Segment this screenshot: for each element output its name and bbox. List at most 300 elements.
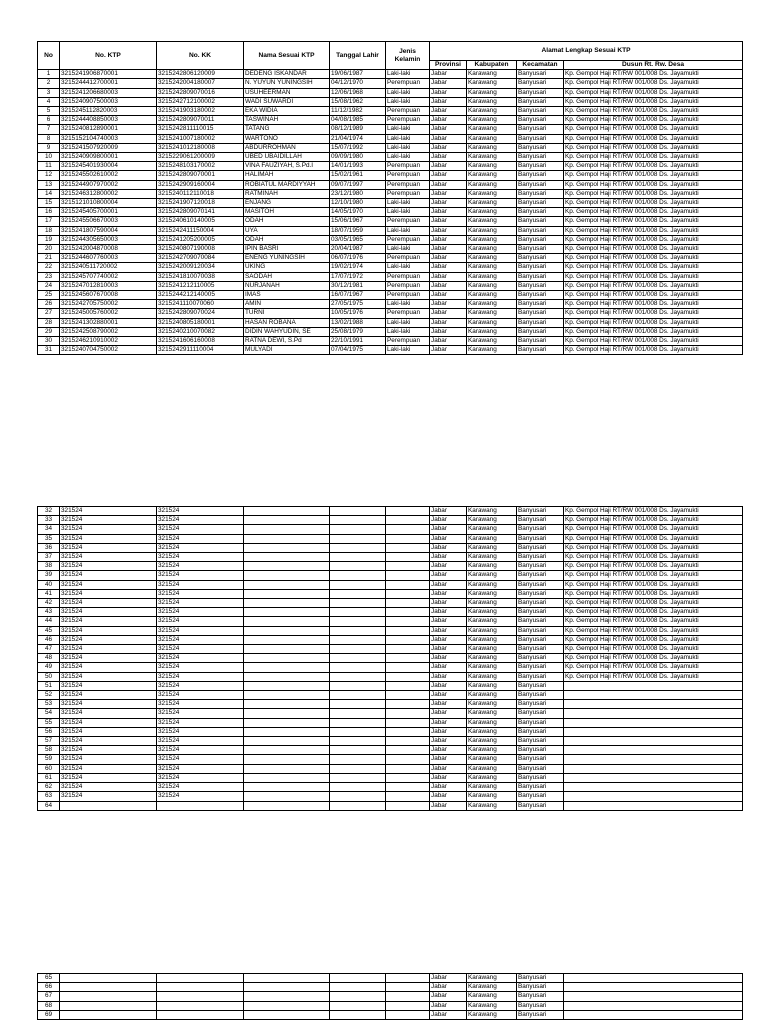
cell-kecamatan: Banyusari bbox=[517, 709, 564, 718]
table-row bbox=[38, 626, 743, 635]
cell-no: 24 bbox=[38, 281, 60, 290]
cell-dusun bbox=[564, 1010, 743, 1019]
cell-no-ktp: 3215244412700001 bbox=[60, 79, 157, 88]
cell-tanggal-lahir: 14/01/1993 bbox=[330, 162, 386, 171]
cell-kabupaten: Karawang bbox=[467, 272, 517, 281]
cell-kecamatan: Banyusari bbox=[517, 79, 564, 88]
cell-no-ktp: 321524 bbox=[60, 543, 157, 552]
cell-no-kk: 3215248103170002 bbox=[157, 162, 244, 171]
cell-jenis-kelamin: Perempuan bbox=[386, 107, 430, 116]
cell-kecamatan: Banyusari bbox=[517, 327, 564, 336]
cell-nama bbox=[244, 792, 330, 801]
cell-no: 55 bbox=[38, 718, 60, 727]
cell-tanggal-lahir: 09/09/1980 bbox=[330, 153, 386, 162]
cell-dusun: Kp. Gempol Haji RT/RW 001/008 Ds. Jayamukti bbox=[564, 507, 743, 516]
cell-nama: UYA bbox=[244, 226, 330, 235]
cell-provinsi: Jabar bbox=[430, 663, 467, 672]
cell-dusun: Kp. Gempol Haji RT/RW 001/008 Ds. Jayamukti bbox=[564, 189, 743, 198]
cell-dusun: Kp. Gempol Haji RT/RW 001/008 Ds. Jayamukti bbox=[564, 254, 743, 263]
cell-no-ktp: 3215240511720002 bbox=[60, 263, 157, 272]
cell-jenis-kelamin bbox=[386, 691, 430, 700]
cell-nama: TURNI bbox=[244, 309, 330, 318]
cell-no: 20 bbox=[38, 245, 60, 254]
cell-no-kk: 3215241012180008 bbox=[157, 143, 244, 152]
cell-kabupaten: Karawang bbox=[467, 983, 517, 992]
cell-provinsi: Jabar bbox=[430, 974, 467, 983]
cell-no: 62 bbox=[38, 783, 60, 792]
cell-dusun: Kp. Gempol Haji RT/RW 001/008 Ds. Jayamukti bbox=[564, 116, 743, 125]
cell-no: 66 bbox=[38, 983, 60, 992]
cell-no: 68 bbox=[38, 1001, 60, 1010]
cell-dusun: Kp. Gempol Haji RT/RW 001/008 Ds. Jayamukti bbox=[564, 318, 743, 327]
cell-no-ktp: 321524 bbox=[60, 562, 157, 571]
cell-tanggal-lahir bbox=[330, 543, 386, 552]
cell-provinsi: Jabar bbox=[430, 507, 467, 516]
penduduk-table-1 bbox=[37, 41, 743, 355]
cell-tanggal-lahir bbox=[330, 983, 386, 992]
cell-no: 45 bbox=[38, 626, 60, 635]
cell-nama bbox=[244, 525, 330, 534]
cell-no-kk: 3215242411150004 bbox=[157, 226, 244, 235]
cell-kabupaten: Karawang bbox=[467, 318, 517, 327]
cell-provinsi: Jabar bbox=[430, 245, 467, 254]
cell-dusun: Kp. Gempol Haji RT/RW 001/008 Ds. Jayamukti bbox=[564, 663, 743, 672]
cell-kecamatan: Banyusari bbox=[517, 291, 564, 300]
table-row bbox=[38, 189, 743, 198]
table-row bbox=[38, 235, 743, 244]
cell-jenis-kelamin bbox=[386, 525, 430, 534]
cell-provinsi: Jabar bbox=[430, 318, 467, 327]
cell-provinsi: Jabar bbox=[430, 189, 467, 198]
cell-tanggal-lahir bbox=[330, 992, 386, 1001]
cell-jenis-kelamin bbox=[386, 507, 430, 516]
table-row bbox=[38, 217, 743, 226]
cell-no: 34 bbox=[38, 525, 60, 534]
cell-jenis-kelamin: Perempuan bbox=[386, 162, 430, 171]
table-row bbox=[38, 281, 743, 290]
cell-provinsi: Jabar bbox=[430, 635, 467, 644]
table-row bbox=[38, 1001, 743, 1010]
cell-kecamatan: Banyusari bbox=[517, 589, 564, 598]
cell-nama: VINA FAUZIYAH, S.Pd.I bbox=[244, 162, 330, 171]
cell-tanggal-lahir bbox=[330, 700, 386, 709]
cell-kabupaten: Karawang bbox=[467, 543, 517, 552]
cell-provinsi: Jabar bbox=[430, 88, 467, 97]
cell-no-ktp: 3215246210910002 bbox=[60, 337, 157, 346]
cell-provinsi: Jabar bbox=[430, 272, 467, 281]
cell-no: 49 bbox=[38, 663, 60, 672]
cell-nama: N. YUYUN YUNINGSIH bbox=[244, 79, 330, 88]
table-body-1 bbox=[38, 70, 743, 355]
cell-no-kk: 3215242909160004 bbox=[157, 180, 244, 189]
cell-jenis-kelamin: Perempuan bbox=[386, 79, 430, 88]
cell-jenis-kelamin: Laki-laki bbox=[386, 97, 430, 106]
cell-tanggal-lahir bbox=[330, 727, 386, 736]
cell-kabupaten: Karawang bbox=[467, 189, 517, 198]
table-row bbox=[38, 635, 743, 644]
cell-nama: TASWINAH bbox=[244, 116, 330, 125]
cell-no: 35 bbox=[38, 534, 60, 543]
cell-kecamatan: Banyusari bbox=[517, 300, 564, 309]
cell-no-ktp: 321524 bbox=[60, 516, 157, 525]
cell-no: 2 bbox=[38, 79, 60, 88]
cell-kabupaten: Karawang bbox=[467, 571, 517, 580]
cell-jenis-kelamin bbox=[386, 792, 430, 801]
cell-nama bbox=[244, 974, 330, 983]
cell-jenis-kelamin bbox=[386, 599, 430, 608]
cell-kecamatan: Banyusari bbox=[517, 171, 564, 180]
cell-provinsi: Jabar bbox=[430, 254, 467, 263]
cell-no-ktp: 321524 bbox=[60, 626, 157, 635]
cell-no: 57 bbox=[38, 737, 60, 746]
cell-tanggal-lahir: 12/10/1980 bbox=[330, 199, 386, 208]
cell-provinsi: Jabar bbox=[430, 792, 467, 801]
cell-nama: DIDIN WAHYUDIN, SE bbox=[244, 327, 330, 336]
cell-provinsi: Jabar bbox=[430, 171, 467, 180]
table-row bbox=[38, 645, 743, 654]
cell-tanggal-lahir bbox=[330, 1010, 386, 1019]
cell-kabupaten: Karawang bbox=[467, 217, 517, 226]
cell-jenis-kelamin bbox=[386, 635, 430, 644]
cell-no-kk: 321524 bbox=[157, 681, 244, 690]
cell-provinsi: Jabar bbox=[430, 571, 467, 580]
cell-provinsi: Jabar bbox=[430, 589, 467, 598]
cell-no-ktp: 3215244907970002 bbox=[60, 180, 157, 189]
table-row bbox=[38, 700, 743, 709]
cell-dusun: Kp. Gempol Haji RT/RW 001/008 Ds. Jayamukti bbox=[564, 672, 743, 681]
cell-kabupaten: Karawang bbox=[467, 263, 517, 272]
cell-dusun: Kp. Gempol Haji RT/RW 001/008 Ds. Jayamukti bbox=[564, 337, 743, 346]
cell-no: 23 bbox=[38, 272, 60, 281]
cell-nama: ROBIATUL MARDIYYAH bbox=[244, 180, 330, 189]
cell-kecamatan: Banyusari bbox=[517, 773, 564, 782]
cell-jenis-kelamin bbox=[386, 755, 430, 764]
cell-kecamatan: Banyusari bbox=[517, 608, 564, 617]
cell-no-kk: 3215242809070141 bbox=[157, 208, 244, 217]
cell-no-kk: 3215229061200009 bbox=[157, 153, 244, 162]
cell-no-ktp: 321524 bbox=[60, 727, 157, 736]
cell-no: 48 bbox=[38, 654, 60, 663]
cell-no-kk: 321524 bbox=[157, 589, 244, 598]
cell-nama: IMAS bbox=[244, 291, 330, 300]
cell-kecamatan: Banyusari bbox=[517, 254, 564, 263]
cell-no-kk: 3215242806120009 bbox=[157, 70, 244, 79]
cell-kecamatan: Banyusari bbox=[517, 208, 564, 217]
cell-provinsi: Jabar bbox=[430, 709, 467, 718]
cell-provinsi: Jabar bbox=[430, 681, 467, 690]
cell-no-kk: 3215242811110015 bbox=[157, 125, 244, 134]
cell-no-kk: 321524 bbox=[157, 654, 244, 663]
cell-tanggal-lahir: 16/07/1967 bbox=[330, 291, 386, 300]
cell-no: 40 bbox=[38, 580, 60, 589]
cell-nama: RATNA DEWI, S.Pd bbox=[244, 337, 330, 346]
cell-kecamatan: Banyusari bbox=[517, 1001, 564, 1010]
cell-no: 10 bbox=[38, 153, 60, 162]
penduduk-table-2 bbox=[37, 506, 743, 811]
cell-jenis-kelamin: Perempuan bbox=[386, 180, 430, 189]
cell-no-ktp: 3215152104740003 bbox=[60, 134, 157, 143]
cell-nama bbox=[244, 783, 330, 792]
cell-no: 7 bbox=[38, 125, 60, 134]
cell-provinsi: Jabar bbox=[430, 626, 467, 635]
cell-no: 4 bbox=[38, 97, 60, 106]
cell-kabupaten: Karawang bbox=[467, 143, 517, 152]
cell-jenis-kelamin: Laki-laki bbox=[386, 143, 430, 152]
cell-no: 9 bbox=[38, 143, 60, 152]
cell-dusun: Kp. Gempol Haji RT/RW 001/008 Ds. Jayamukti bbox=[564, 70, 743, 79]
header-nama: Nama Sesuai KTP bbox=[244, 42, 330, 70]
cell-kabupaten: Karawang bbox=[467, 746, 517, 755]
cell-kabupaten: Karawang bbox=[467, 783, 517, 792]
cell-kabupaten: Karawang bbox=[467, 654, 517, 663]
cell-kabupaten: Karawang bbox=[467, 291, 517, 300]
cell-nama bbox=[244, 672, 330, 681]
cell-jenis-kelamin bbox=[386, 727, 430, 736]
cell-tanggal-lahir: 27/05/1975 bbox=[330, 300, 386, 309]
cell-tanggal-lahir: 15/07/1992 bbox=[330, 143, 386, 152]
cell-tanggal-lahir: 18/07/1959 bbox=[330, 226, 386, 235]
cell-kabupaten: Karawang bbox=[467, 199, 517, 208]
cell-provinsi: Jabar bbox=[430, 70, 467, 79]
cell-no-ktp: 3215244607760003 bbox=[60, 254, 157, 263]
cell-nama: WARTONO bbox=[244, 134, 330, 143]
cell-nama bbox=[244, 507, 330, 516]
cell-dusun: Kp. Gempol Haji RT/RW 001/008 Ds. Jayamukti bbox=[564, 281, 743, 290]
cell-no-ktp: 3215245005760002 bbox=[60, 309, 157, 318]
cell-tanggal-lahir bbox=[330, 792, 386, 801]
cell-tanggal-lahir: 21/04/1974 bbox=[330, 134, 386, 143]
cell-no-kk: 3215241810070038 bbox=[157, 272, 244, 281]
cell-nama: MASITOH bbox=[244, 208, 330, 217]
cell-no: 25 bbox=[38, 291, 60, 300]
cell-nama bbox=[244, 691, 330, 700]
cell-no-ktp: 3215246312800002 bbox=[60, 189, 157, 198]
table-row bbox=[38, 180, 743, 189]
cell-kabupaten: Karawang bbox=[467, 516, 517, 525]
cell-provinsi: Jabar bbox=[430, 180, 467, 189]
cell-provinsi: Jabar bbox=[430, 534, 467, 543]
cell-kabupaten: Karawang bbox=[467, 626, 517, 635]
cell-no-ktp: 3215240704750002 bbox=[60, 346, 157, 355]
cell-jenis-kelamin: Laki-laki bbox=[386, 226, 430, 235]
cell-jenis-kelamin: Laki-laki bbox=[386, 327, 430, 336]
cell-dusun: Kp. Gempol Haji RT/RW 001/008 Ds. Jayamukti bbox=[564, 327, 743, 336]
cell-tanggal-lahir bbox=[330, 645, 386, 654]
cell-kecamatan: Banyusari bbox=[517, 525, 564, 534]
cell-kabupaten: Karawang bbox=[467, 727, 517, 736]
cell-no-ktp bbox=[60, 974, 157, 983]
cell-no: 56 bbox=[38, 727, 60, 736]
cell-no-ktp: 3215245401930004 bbox=[60, 162, 157, 171]
table-row bbox=[38, 134, 743, 143]
table-row bbox=[38, 737, 743, 746]
cell-tanggal-lahir: 23/12/1980 bbox=[330, 189, 386, 198]
table-row bbox=[38, 608, 743, 617]
cell-kecamatan: Banyusari bbox=[517, 691, 564, 700]
cell-no-kk: 3215244212140005 bbox=[157, 291, 244, 300]
table-row bbox=[38, 617, 743, 626]
cell-no-kk: 321524 bbox=[157, 553, 244, 562]
cell-no-ktp: 321524 bbox=[60, 553, 157, 562]
cell-no-kk: 3215242911110004 bbox=[157, 346, 244, 355]
cell-jenis-kelamin bbox=[386, 645, 430, 654]
cell-tanggal-lahir: 15/02/1961 bbox=[330, 171, 386, 180]
cell-tanggal-lahir bbox=[330, 525, 386, 534]
cell-provinsi: Jabar bbox=[430, 764, 467, 773]
cell-no: 33 bbox=[38, 516, 60, 525]
cell-no-ktp bbox=[60, 983, 157, 992]
cell-no-kk: 321524 bbox=[157, 718, 244, 727]
cell-nama bbox=[244, 700, 330, 709]
cell-provinsi: Jabar bbox=[430, 700, 467, 709]
cell-dusun bbox=[564, 783, 743, 792]
cell-kabupaten: Karawang bbox=[467, 134, 517, 143]
cell-dusun bbox=[564, 691, 743, 700]
cell-kecamatan: Banyusari bbox=[517, 337, 564, 346]
header-tanggal-lahir: Tanggal Lahir bbox=[330, 42, 386, 70]
cell-no-ktp: 3215241906870001 bbox=[60, 70, 157, 79]
cell-jenis-kelamin bbox=[386, 992, 430, 1001]
cell-dusun: Kp. Gempol Haji RT/RW 001/008 Ds. Jayamukti bbox=[564, 171, 743, 180]
cell-tanggal-lahir bbox=[330, 507, 386, 516]
cell-kecamatan: Banyusari bbox=[517, 645, 564, 654]
cell-kecamatan: Banyusari bbox=[517, 125, 564, 134]
cell-kabupaten: Karawang bbox=[467, 254, 517, 263]
cell-no: 32 bbox=[38, 507, 60, 516]
cell-provinsi: Jabar bbox=[430, 116, 467, 125]
cell-kabupaten: Karawang bbox=[467, 764, 517, 773]
cell-tanggal-lahir bbox=[330, 718, 386, 727]
cell-no: 63 bbox=[38, 792, 60, 801]
cell-kabupaten: Karawang bbox=[467, 737, 517, 746]
cell-provinsi: Jabar bbox=[430, 291, 467, 300]
cell-kabupaten: Karawang bbox=[467, 125, 517, 134]
cell-no: 18 bbox=[38, 226, 60, 235]
table-row bbox=[38, 599, 743, 608]
cell-no-kk: 321524 bbox=[157, 746, 244, 755]
cell-no-kk: 321524 bbox=[157, 608, 244, 617]
cell-jenis-kelamin bbox=[386, 654, 430, 663]
cell-no-ktp: 321524 bbox=[60, 571, 157, 580]
cell-no: 41 bbox=[38, 589, 60, 598]
cell-nama: AMIN bbox=[244, 300, 330, 309]
cell-nama bbox=[244, 562, 330, 571]
cell-kecamatan: Banyusari bbox=[517, 764, 564, 773]
cell-no: 61 bbox=[38, 773, 60, 782]
cell-no: 65 bbox=[38, 974, 60, 983]
cell-kecamatan: Banyusari bbox=[517, 263, 564, 272]
cell-dusun: Kp. Gempol Haji RT/RW 001/008 Ds. Jayamukti bbox=[564, 245, 743, 254]
cell-no-kk: 3215242809070016 bbox=[157, 88, 244, 97]
table-row bbox=[38, 226, 743, 235]
cell-tanggal-lahir bbox=[330, 663, 386, 672]
cell-no-ktp: 321524 bbox=[60, 589, 157, 598]
cell-kecamatan: Banyusari bbox=[517, 189, 564, 198]
cell-nama bbox=[244, 654, 330, 663]
cell-kabupaten: Karawang bbox=[467, 755, 517, 764]
cell-kabupaten: Karawang bbox=[467, 235, 517, 244]
cell-no: 58 bbox=[38, 746, 60, 755]
cell-no-kk: 321524 bbox=[157, 691, 244, 700]
cell-no-kk: 321524 bbox=[157, 663, 244, 672]
cell-kabupaten: Karawang bbox=[467, 79, 517, 88]
cell-no: 36 bbox=[38, 543, 60, 552]
cell-dusun: Kp. Gempol Haji RT/RW 001/008 Ds. Jayamukti bbox=[564, 143, 743, 152]
cell-kecamatan: Banyusari bbox=[517, 654, 564, 663]
cell-provinsi: Jabar bbox=[430, 783, 467, 792]
cell-tanggal-lahir: 14/05/1970 bbox=[330, 208, 386, 217]
cell-no-kk bbox=[157, 974, 244, 983]
cell-jenis-kelamin bbox=[386, 571, 430, 580]
cell-kabupaten: Karawang bbox=[467, 691, 517, 700]
cell-provinsi: Jabar bbox=[430, 525, 467, 534]
cell-no-ktp: 321524 bbox=[60, 792, 157, 801]
cell-no-kk: 321524 bbox=[157, 645, 244, 654]
cell-kabupaten: Karawang bbox=[467, 974, 517, 983]
cell-provinsi: Jabar bbox=[430, 992, 467, 1001]
cell-no-ktp: 321524 bbox=[60, 525, 157, 534]
cell-no-ktp: 321524 bbox=[60, 534, 157, 543]
cell-provinsi: Jabar bbox=[430, 153, 467, 162]
cell-no-kk: 3215240805180001 bbox=[157, 318, 244, 327]
cell-jenis-kelamin bbox=[386, 709, 430, 718]
cell-no-ktp: 321524 bbox=[60, 654, 157, 663]
cell-dusun bbox=[564, 700, 743, 709]
cell-dusun: Kp. Gempol Haji RT/RW 001/008 Ds. Jayamukti bbox=[564, 654, 743, 663]
cell-nama bbox=[244, 1001, 330, 1010]
cell-nama: NURJANAH bbox=[244, 281, 330, 290]
cell-tanggal-lahir bbox=[330, 617, 386, 626]
table-row bbox=[38, 1010, 743, 1019]
cell-no: 39 bbox=[38, 571, 60, 580]
cell-dusun bbox=[564, 792, 743, 801]
cell-nama bbox=[244, 543, 330, 552]
cell-kabupaten: Karawang bbox=[467, 180, 517, 189]
cell-no: 8 bbox=[38, 134, 60, 143]
cell-kabupaten: Karawang bbox=[467, 107, 517, 116]
cell-kabupaten: Karawang bbox=[467, 525, 517, 534]
cell-kecamatan: Banyusari bbox=[517, 346, 564, 355]
cell-no-ktp bbox=[60, 1001, 157, 1010]
cell-no: 27 bbox=[38, 309, 60, 318]
cell-nama bbox=[244, 608, 330, 617]
cell-jenis-kelamin bbox=[386, 783, 430, 792]
cell-no-kk: 3215241110070060 bbox=[157, 300, 244, 309]
cell-no: 3 bbox=[38, 88, 60, 97]
cell-kabupaten: Karawang bbox=[467, 580, 517, 589]
cell-kabupaten: Karawang bbox=[467, 1001, 517, 1010]
cell-no-kk: 321524 bbox=[157, 617, 244, 626]
cell-kecamatan: Banyusari bbox=[517, 534, 564, 543]
cell-no-kk: 3215242809070011 bbox=[157, 116, 244, 125]
cell-no-ktp: 321524 bbox=[60, 709, 157, 718]
cell-no: 38 bbox=[38, 562, 60, 571]
cell-no-kk: 321524 bbox=[157, 525, 244, 534]
cell-no-ktp: 321524 bbox=[60, 507, 157, 516]
cell-no-kk: 3215242809070001 bbox=[157, 171, 244, 180]
cell-kecamatan: Banyusari bbox=[517, 783, 564, 792]
cell-nama bbox=[244, 635, 330, 644]
cell-dusun: Kp. Gempol Haji RT/RW 001/008 Ds. Jayamukti bbox=[564, 153, 743, 162]
cell-kabupaten: Karawang bbox=[467, 88, 517, 97]
table-row bbox=[38, 272, 743, 281]
table-row bbox=[38, 654, 743, 663]
cell-dusun bbox=[564, 718, 743, 727]
cell-jenis-kelamin: Laki-laki bbox=[386, 134, 430, 143]
cell-tanggal-lahir: 04/08/1985 bbox=[330, 116, 386, 125]
cell-nama bbox=[244, 727, 330, 736]
cell-jenis-kelamin bbox=[386, 663, 430, 672]
